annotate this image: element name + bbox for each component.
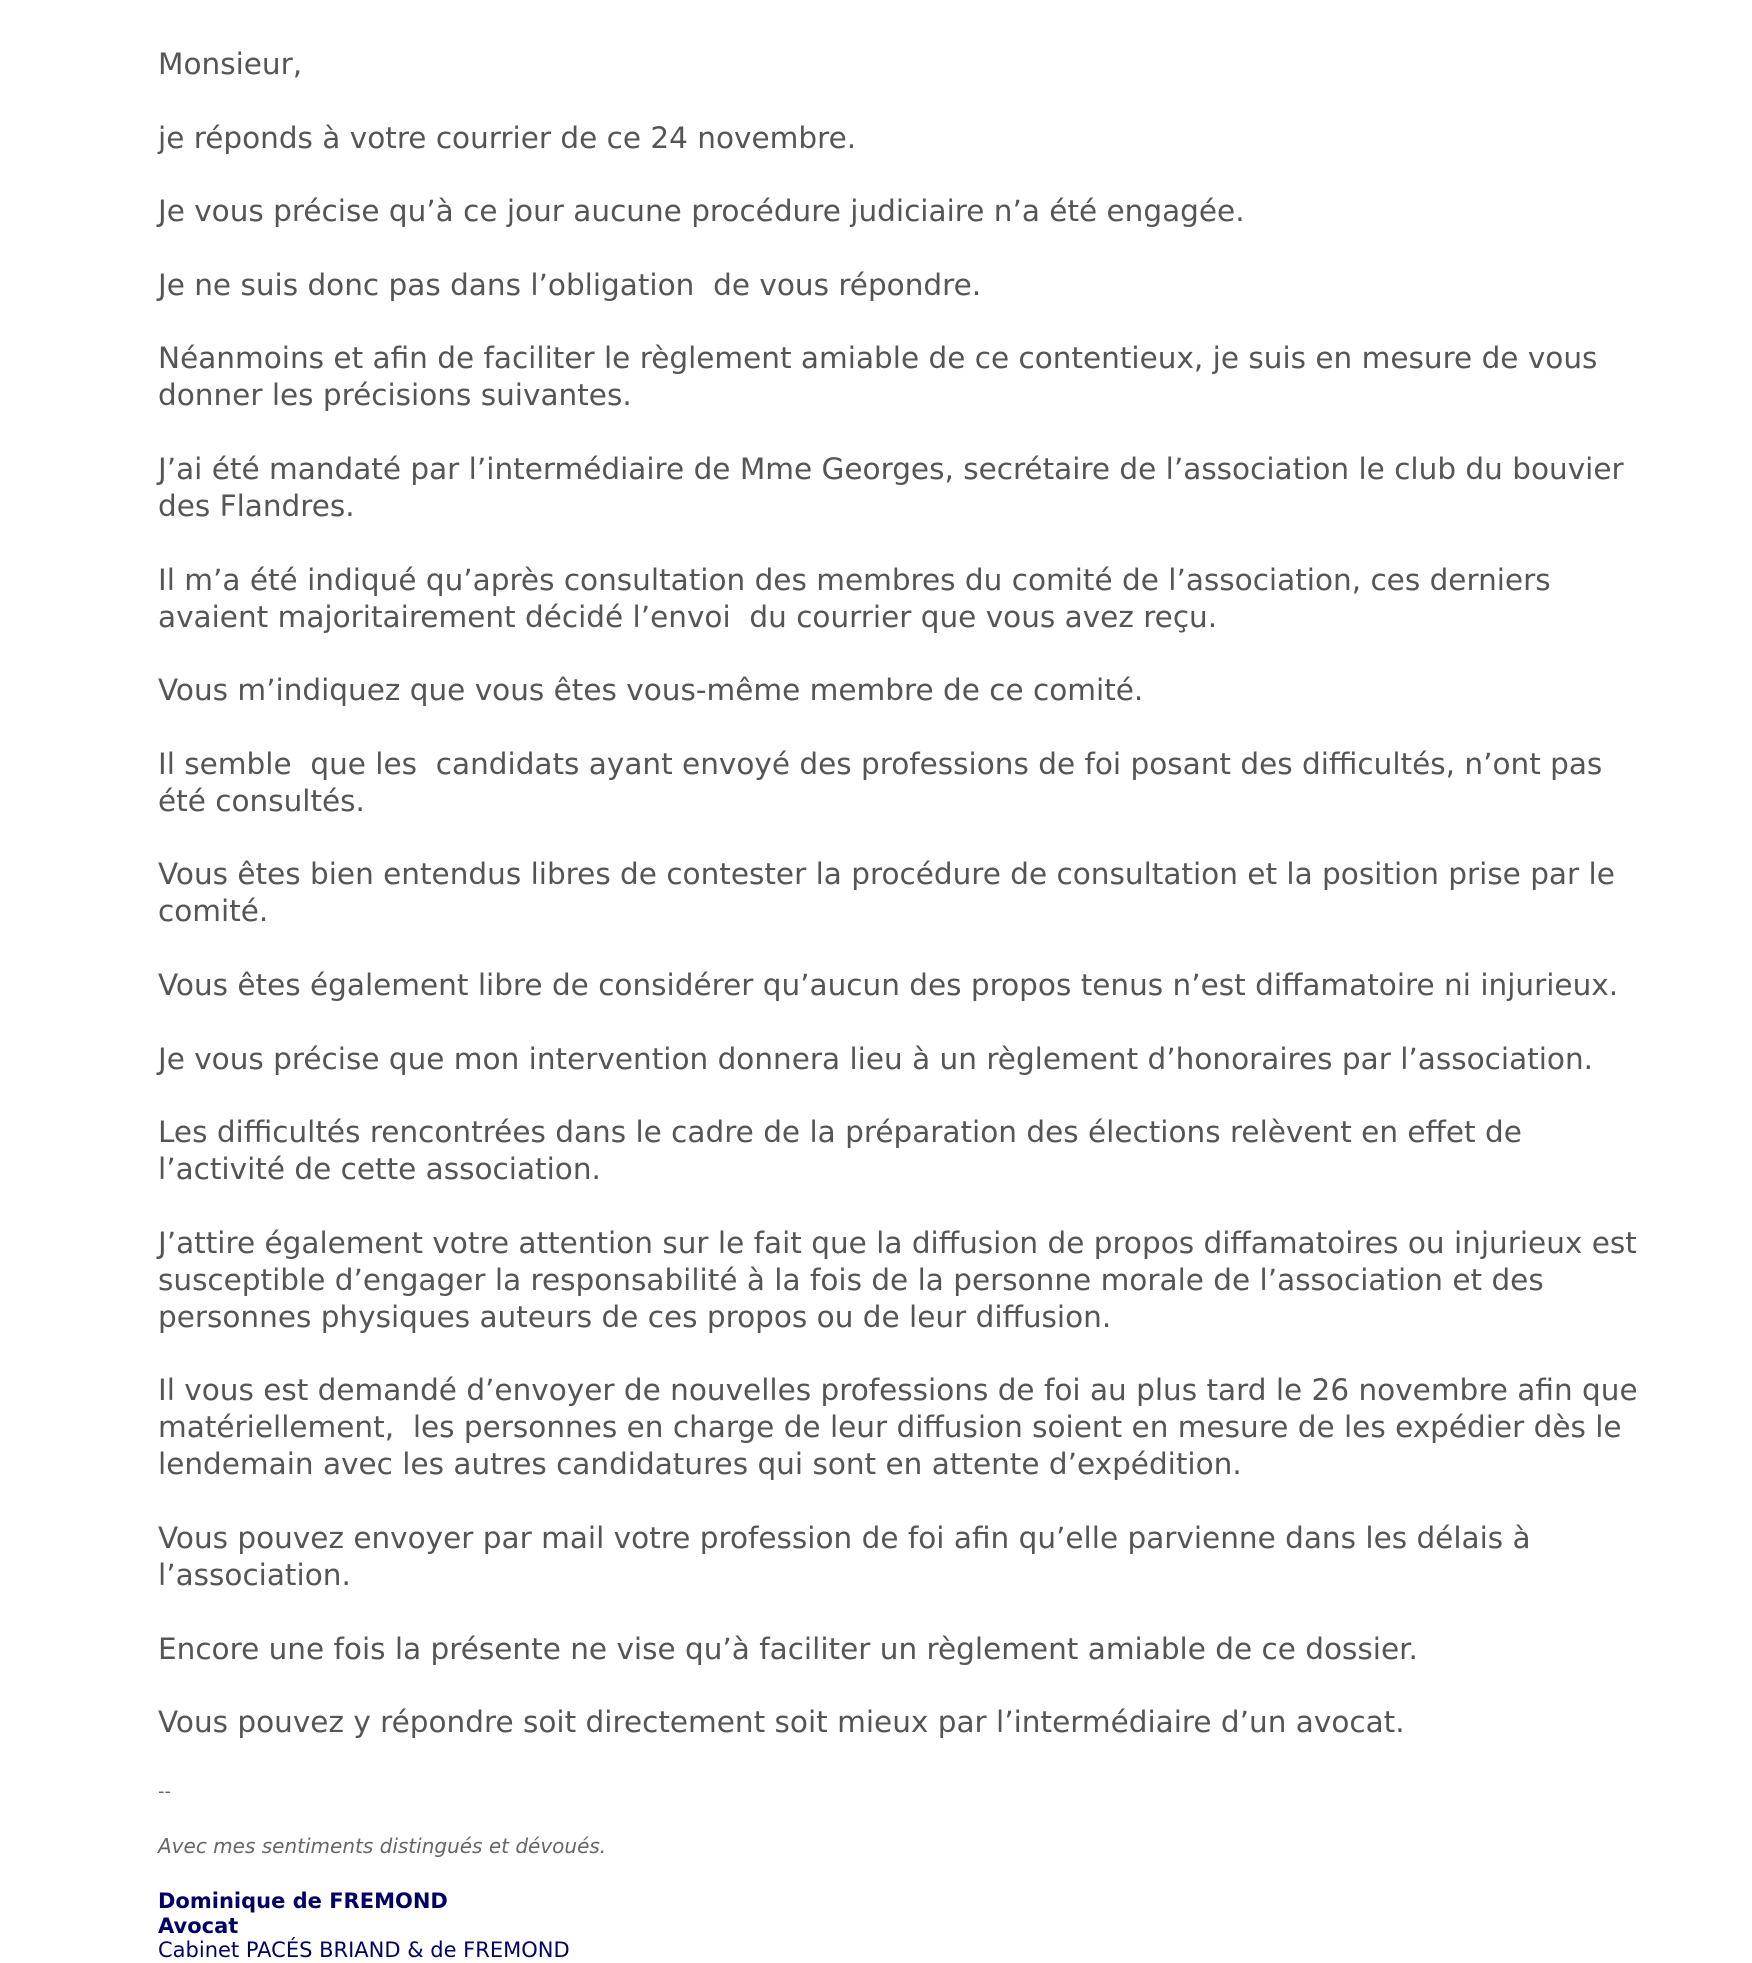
letter-paragraph: Néanmoins et afin de faciliter le règlement amiable de ce contentieux, je suis en mesure de vous donner les précisions suivantes. <box>158 341 1598 413</box>
letter-paragraph: je réponds à votre courrier de ce 24 novembre. <box>158 120 857 155</box>
letter-paragraph: Je vous précise que mon intervention donnera lieu à un règlement d’honoraires par l’association. <box>158 1041 1594 1076</box>
letter-paragraph: Il vous est demandé d’envoyer de nouvelles professions de foi au plus tard le 26 novembre afin que matériellement, les personnes en charge de leur diffusion soient en mesure de les expédier dès le lendemain avec les autres candidatures qui sont en attente d’expédition. <box>158 1373 1638 1482</box>
letter-paragraph: Vous êtes également libre de considérer qu’aucun des propos tenus n’est diffamatoire ni injurieux. <box>158 967 1619 1002</box>
letter-paragraph: Je vous précise qu’à ce jour aucune procédure judiciaire n’a été engagée. <box>158 194 1245 229</box>
letter-paragraph: Vous pouvez y répondre soit directement soit mieux par l’intermédiaire d’un avocat. <box>158 1705 1405 1740</box>
signature-title: Avocat <box>158 1913 239 1938</box>
letter-paragraph: Les difficultés rencontrées dans le cadre de la préparation des élections relèvent en effet de l’activité de cette association. <box>158 1115 1522 1187</box>
letter-paragraph: Je ne suis donc pas dans l’obligation de vous répondre. <box>158 267 982 302</box>
salutation: Monsieur, <box>158 47 303 81</box>
letter-paragraph: Il m’a été indiqué qu’après consultation des membres du comité de l’association, ces derniers avaient majoritairement décidé l’envoi du courrier que vous avez reçu. <box>158 562 1551 634</box>
signature-separator: -- <box>158 1781 171 1803</box>
letter-paragraph: Vous m’indiquez que vous êtes vous-même membre de ce comité. <box>158 673 1144 708</box>
letter-body <box>158 46 1698 1963</box>
letter-paragraph: Vous pouvez envoyer par mail votre profession de foi afin qu’elle parvienne dans les délais à l’association. <box>158 1520 1531 1592</box>
letter-paragraph: Encore une fois la présente ne vise qu’à faciliter un règlement amiable de ce dossier. <box>158 1631 1418 1666</box>
signature-block <box>158 1889 1698 1963</box>
letter-paragraph: J’ai été mandaté par l’intermédiaire de Mme Georges, secrétaire de l’association le club du bouvier des Flandres. <box>158 451 1624 523</box>
closing-phrase: Avec mes sentiments distingués et dévoués. <box>158 1834 607 1859</box>
letter-paragraph: Il semble que les candidats ayant envoyé des professions de foi posant des difficultés, n’ont pas été consultés. <box>158 746 1603 818</box>
signature-firm: Cabinet PACÉS BRIAND & de FREMOND <box>158 1938 570 1963</box>
letter-paragraph: J’attire également votre attention sur le fait que la diffusion de propos diffamatoires ou injurieux est susceptible d’engager la responsabilité à la fois de la personne morale de l’association et des personnes physiques auteurs de ces propos ou de leur diffusion. <box>158 1225 1637 1334</box>
signature-name: Dominique de FREMOND <box>158 1889 448 1914</box>
letter-paragraph: Vous êtes bien entendus libres de contester la procédure de consultation et la position prise par le comité. <box>158 857 1615 929</box>
